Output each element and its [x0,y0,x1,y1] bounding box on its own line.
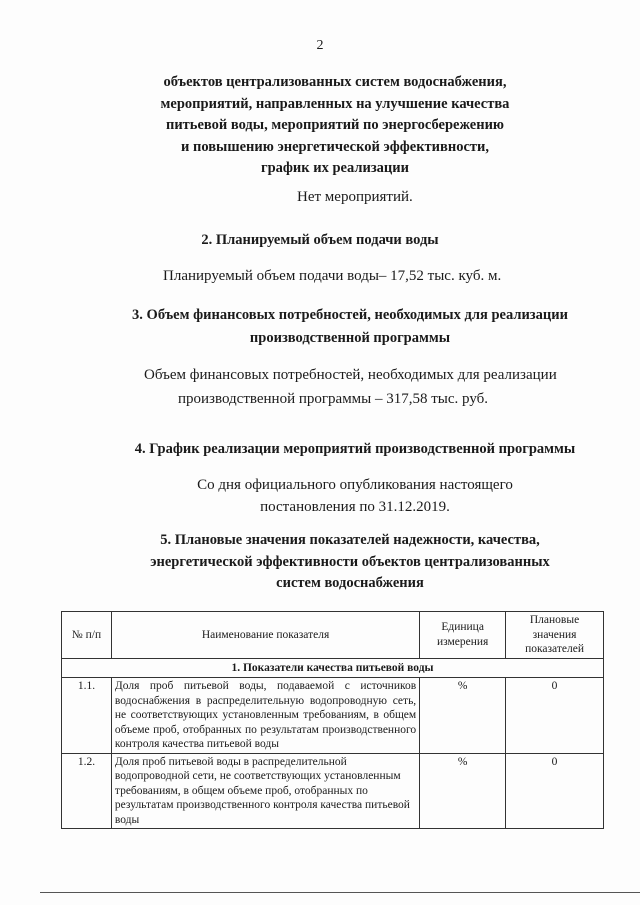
header-num: № п/п [62,612,112,659]
row-num: 1.1. [62,678,112,754]
row-name: Доля проб питьевой воды, подаваемой с источников водоснабжения в распределительную водопроводную сеть, не соответствующих установленным требованиям, в общем объеме проб, отобранных по результатам производственного контроля качества питьевой воды [111,678,419,754]
section3-title-line: производственной программы [249,330,451,346]
section4-title: 4. График реализации мероприятий производственной программы [134,441,576,457]
group-title: 1. Показатели качества питьевой воды [62,658,604,678]
intro-heading [100,72,570,180]
section5-title-line: систем водоснабжения [276,575,424,591]
row-unit: % [420,678,506,754]
row-name: Доля проб питьевой воды в распределительной водопроводной сети, не соответствующих установленным требованиям, в общем объеме проб, отобранных по результатам производственного контроля качества питьевой воды [111,753,419,829]
header-unit: Единица измерения [420,612,506,659]
intro-text: Нет мероприятий. [297,189,413,205]
section2-title: 2. Планируемый объем подачи воды [201,232,439,248]
intro-heading-line: и повышению энергетической эффективности, [181,138,489,155]
row-value: 0 [506,753,604,829]
section4-text-line: Со дня официального опубликования настоящего [197,477,513,493]
intro-heading-line: график их реализации [260,160,409,176]
table-row [62,753,604,829]
table-group-row [62,658,604,678]
row-num: 1.2. [62,753,112,829]
bottom-rule [40,892,640,893]
section4-text-line: постановления по 31.12.2019. [260,499,450,515]
header-value: Плановые значения показателей [506,612,604,659]
intro-heading-line: объектов централизованных систем водоснабжения, [163,74,507,90]
section3-text-line-1: Объем финансовых потребностей, необходимых для реализации [144,367,557,383]
page-number: 2 [316,38,324,53]
section4-text [140,474,570,518]
section5-title-line: энергетической эффективности объектов централизованных [150,553,550,570]
table-row [62,678,604,754]
header-name: Наименование показателя [111,612,419,659]
row-value: 0 [506,678,604,754]
intro-heading-line: мероприятий, направленных на улучшение качества [160,95,510,112]
section3-text-line-2: производственной программы – 317,58 тыс. руб. [178,391,489,407]
indicators-table [61,611,604,829]
section5-title [95,530,605,595]
intro-heading-line: питьевой воды, мероприятий по энергосбережению [165,117,505,133]
section3-title-line: 3. Объем финансовых потребностей, необходимых для реализации [132,307,568,323]
section3-title [100,304,600,350]
section5-title-line: 5. Плановые значения показателей надежности, качества, [160,532,540,548]
table-header-row [62,612,604,659]
section2-text: Планируемый объем подачи воды– 17,52 тыс. куб. м. [163,268,502,284]
row-unit: % [420,753,506,829]
